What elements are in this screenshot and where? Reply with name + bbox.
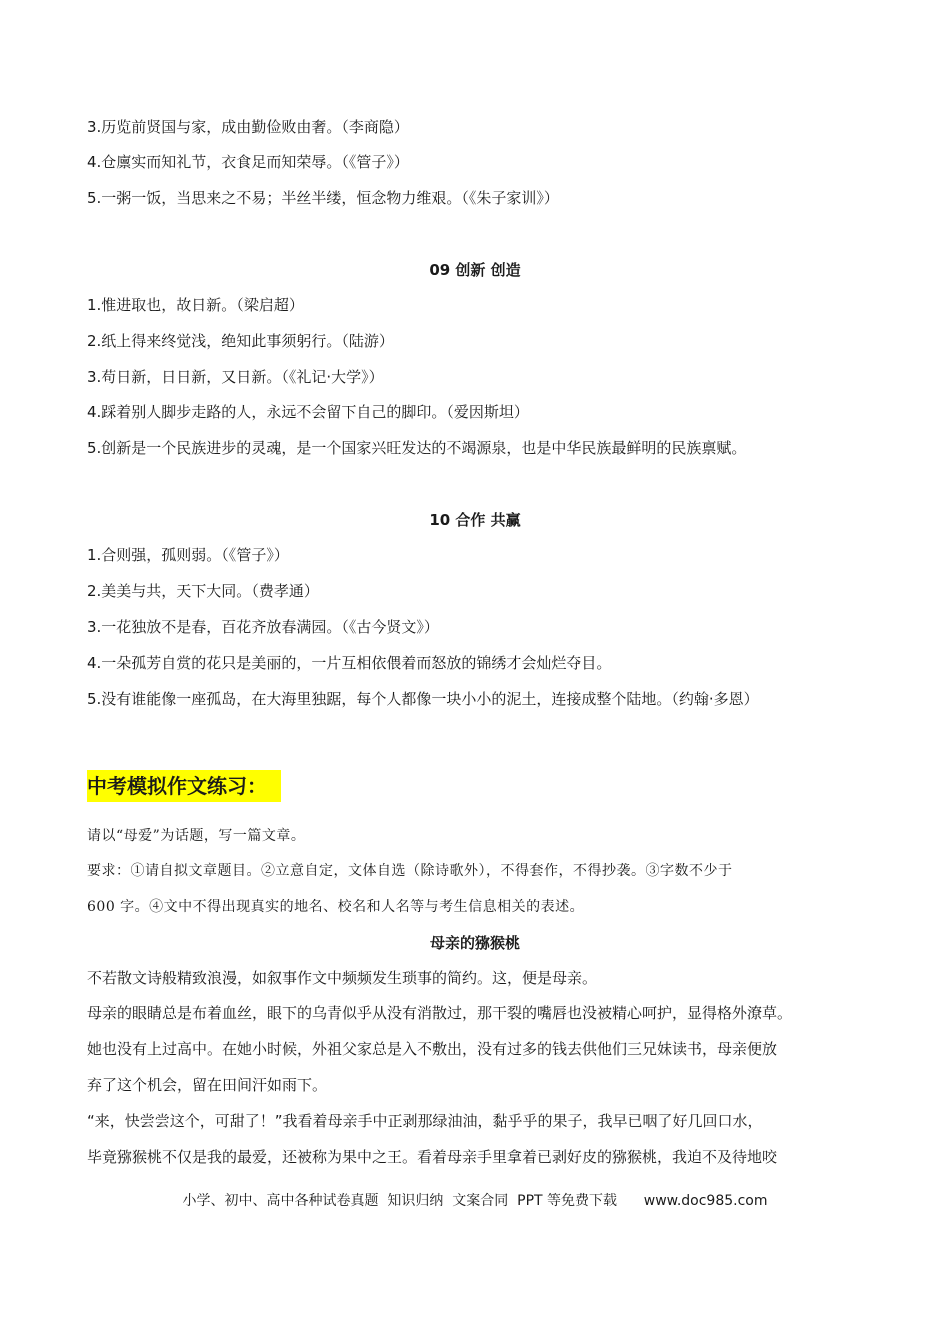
section-heading-09: 09 创新 创造 xyxy=(429,261,521,279)
quote-line: 5.没有谁能像一座孤岛，在大海里独踞，每个人都像一块小小的泥土，连接成整个陆地。（约翰·多恩） xyxy=(87,690,759,708)
footer-text: 小学、初中、高中各种试卷真题 知识归纳 文案合同 PPT 等免费下载 xyxy=(182,1193,618,1209)
quote-line: 3.一花独放不是春，百花齐放春满园。（《古今贤文》） xyxy=(87,618,439,636)
prompt-line: 600 字。④文中不得出现真实的地名、校名和人名等与考生信息相关的表述。 xyxy=(87,899,585,915)
essay-line: 她也没有上过高中。在她小时候，外祖父家总是入不敷出，没有过多的钱去供他们三兄妹读书，母亲便放 xyxy=(87,1040,778,1058)
quote-line: 1.合则强，孤则弱。（《管子》） xyxy=(87,546,289,564)
quote-line: 1.惟进取也，故日新。（梁启超） xyxy=(87,296,304,314)
quote-line: 5.一粥一饭，当思来之不易；半丝半缕，恒念物力维艰。（《朱子家训》） xyxy=(87,189,559,207)
exercise-title: 中考模拟作文练习： xyxy=(87,770,281,802)
essay-line: “来，快尝尝这个，可甜了！”我看着母亲手中正剥那绿油油，黏乎乎的果子，我早已咽了好几回口水， xyxy=(87,1112,763,1130)
quote-line: 4.一朵孤芳自赏的花只是美丽的，一片互相依偎着而怒放的锦绣才会灿烂夺目。 xyxy=(87,654,612,672)
quote-line: 5.创新是一个民族进步的灵魂，是一个国家兴旺发达的不竭源泉，也是中华民族最鲜明的民族禀赋。 xyxy=(87,439,747,457)
quote-line: 3.历览前贤国与家，成由勤俭败由奢。（李商隐） xyxy=(87,118,409,136)
essay-line: 弃了这个机会，留在田间汗如雨下。 xyxy=(87,1076,328,1094)
prompt-line: 请以“母爱”为话题，写一篇文章。 xyxy=(87,828,306,844)
essay-line: 毕竟猕猴桃不仅是我的最爱，还被称为果中之王。看着母亲手里拿着已剥好皮的猕猴桃，我迫不及待地咬 xyxy=(87,1148,778,1166)
prompt-line: 要求：①请自拟文章题目。②立意自定，文体自选（除诗歌外），不得套作，不得抄袭。③字数不少于 xyxy=(87,863,733,879)
quote-line: 4.仓廪实而知礼节，衣食足而知荣辱。（《管子》） xyxy=(87,153,409,171)
quote-line: 4.踩着别人脚步走路的人，永远不会留下自己的脚印。（爱因斯坦） xyxy=(87,403,529,421)
essay-line: 母亲的眼睛总是布着血丝，眼下的乌青似乎从没有消散过，那干裂的嘴唇也没被精心呵护，显得格外潦草。 xyxy=(87,1004,793,1022)
footer-url[interactable]: www.doc985.com xyxy=(643,1193,768,1209)
page-footer xyxy=(0,1191,950,1211)
quote-line: 3.苟日新，日日新，又日新。（《礼记·大学》） xyxy=(87,368,384,386)
quote-line: 2.美美与共，天下大同。（费孝通） xyxy=(87,582,319,600)
essay-title: 母亲的猕猴桃 xyxy=(429,934,520,952)
section-heading-10: 10 合作 共赢 xyxy=(429,511,521,529)
essay-line: 不若散文诗般精致浪漫，如叙事作文中频频发生琐事的简约。这，便是母亲。 xyxy=(87,969,598,987)
quote-line: 2.纸上得来终觉浅，绝知此事须躬行。（陆游） xyxy=(87,332,394,350)
